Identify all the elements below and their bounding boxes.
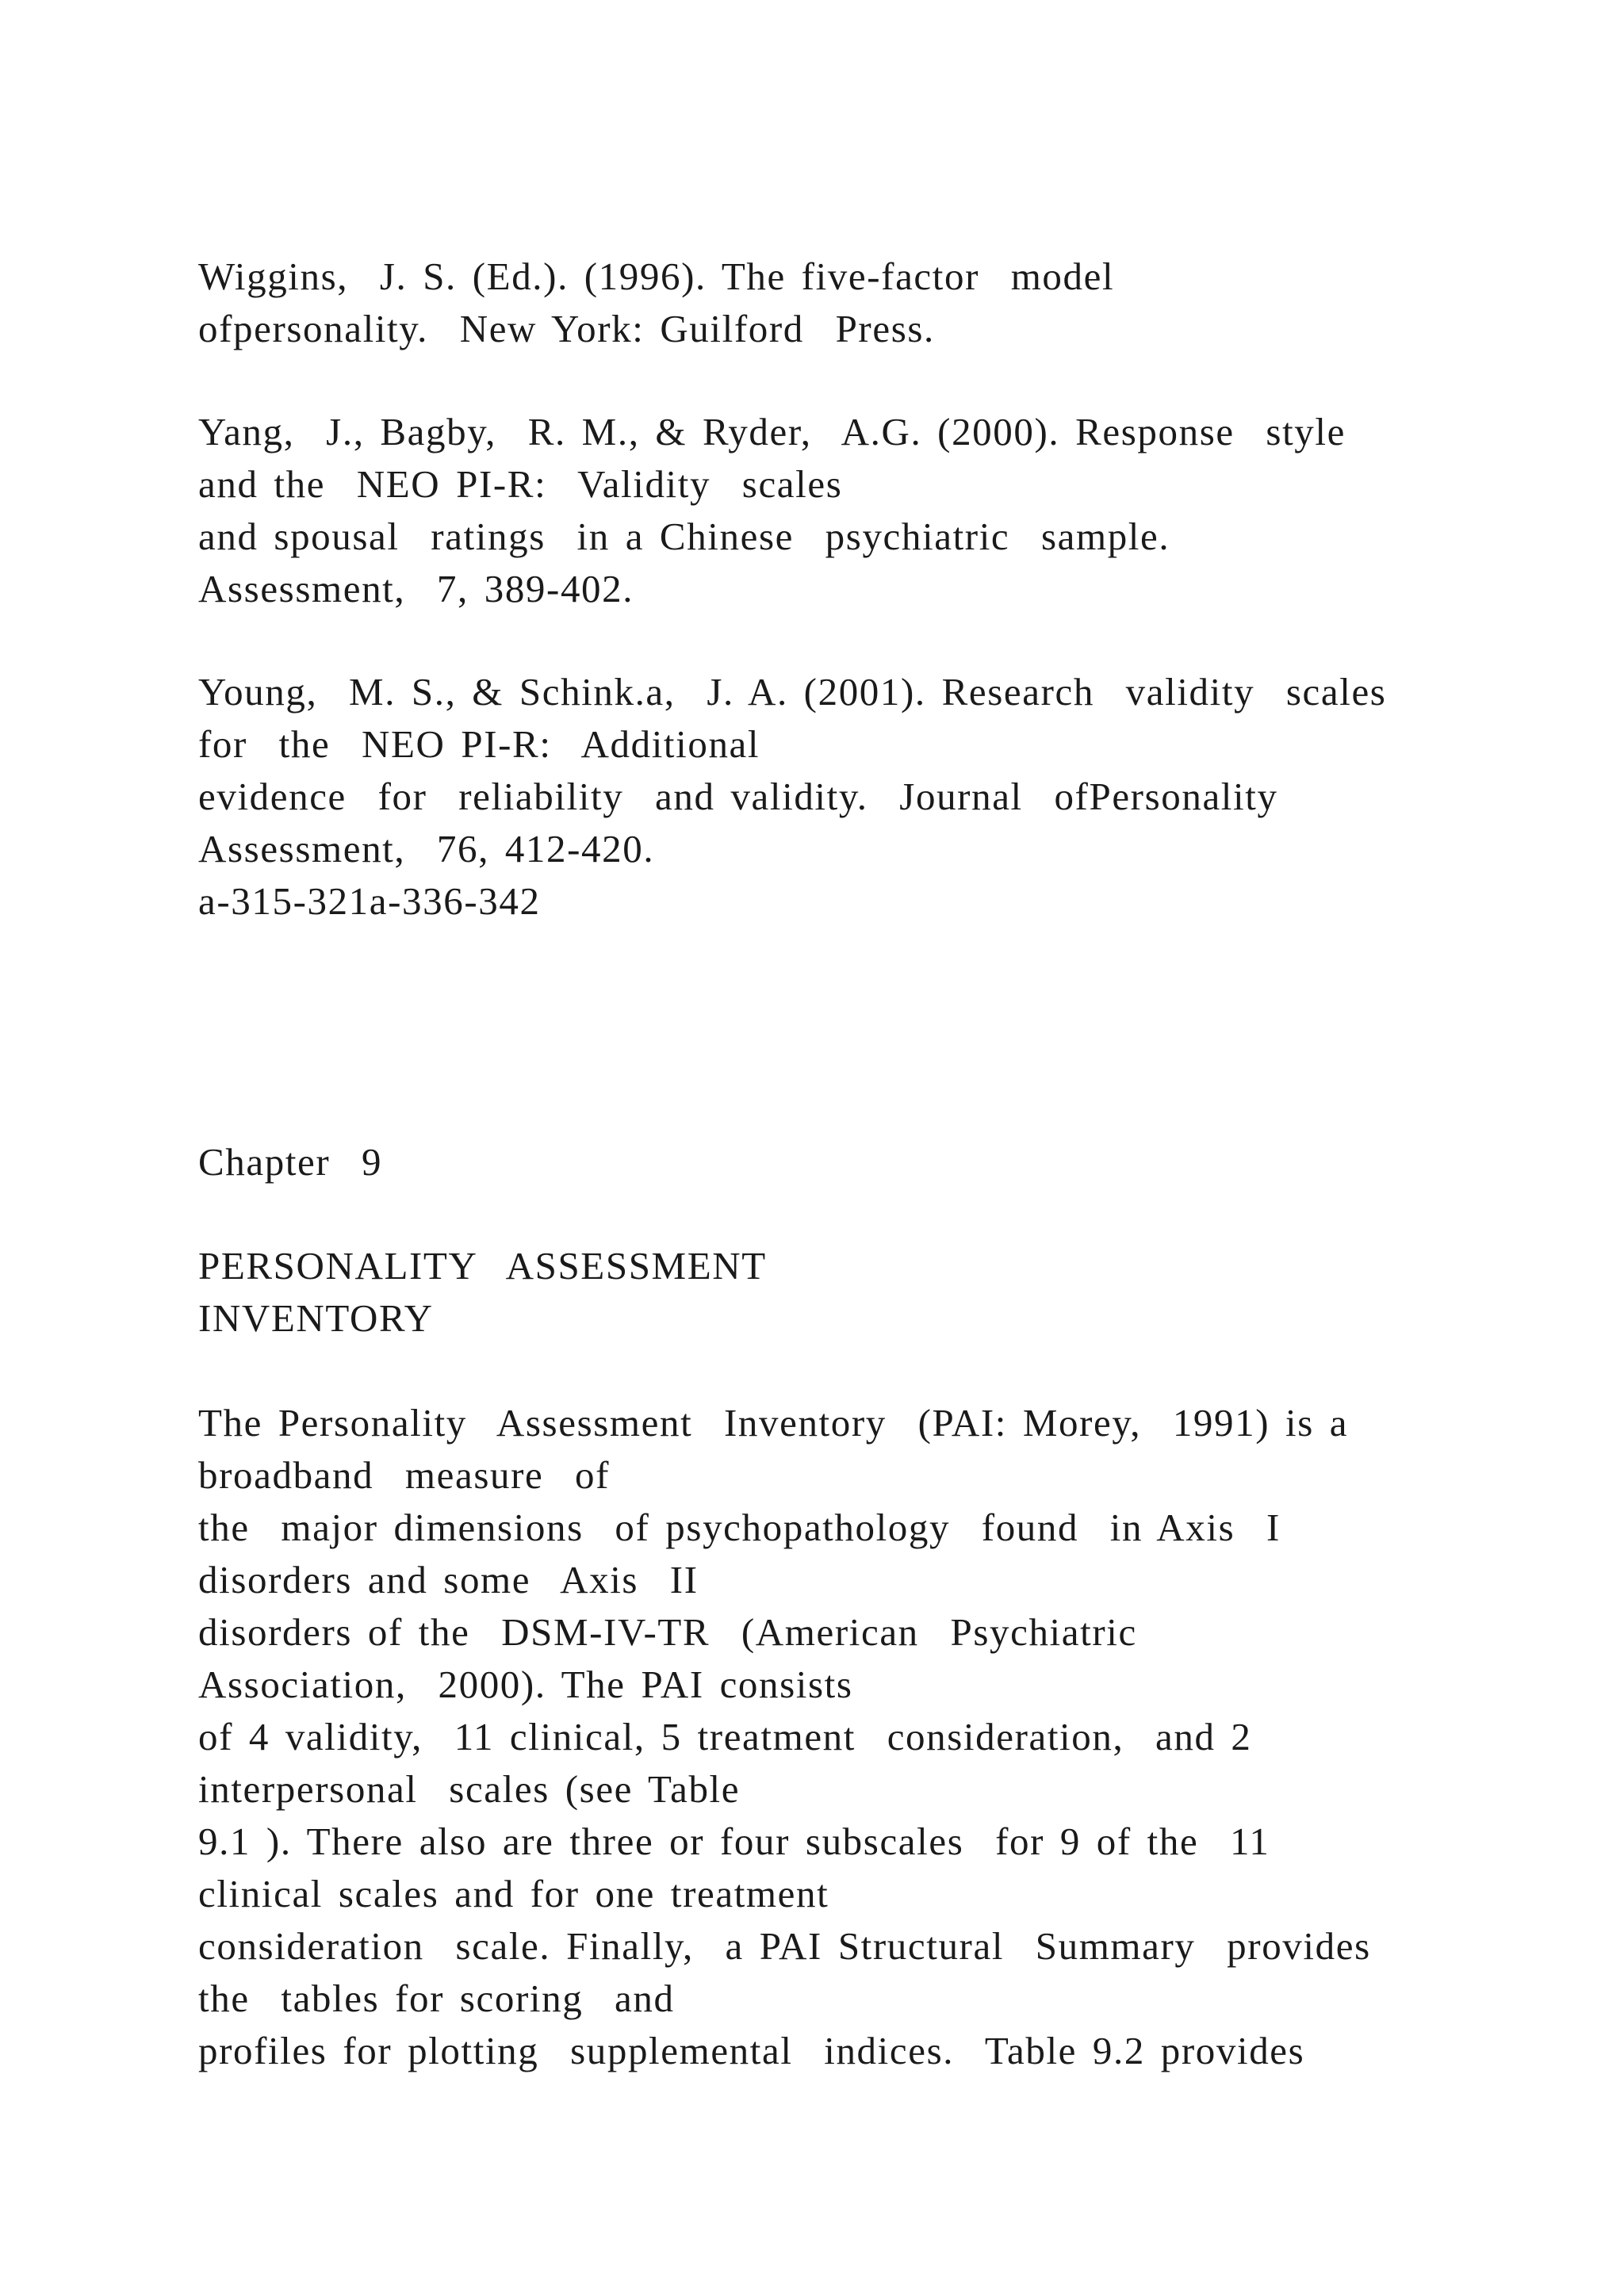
reference-yang-line-3: and spousal ratings in a Chinese psychiatric sample. — [198, 515, 1170, 558]
body-line-3: the major dimensions of psychopathology found in Axis I — [198, 1506, 1281, 1549]
body-line-2: broadband measure of — [198, 1453, 611, 1497]
reference-yang-line-1: Yang, J., Bagby, R. M., & Ryder, A.G. (2000). Response style — [198, 410, 1346, 453]
body-line-13: profiles for plotting supplemental indices. Table 9.2 provides — [198, 2029, 1305, 2072]
body-line-9: 9.1 ). There also are three or four subscales for 9 of the 11 — [198, 1820, 1270, 1863]
chapter-title-line-1: PERSONALITY ASSESSMENT — [198, 1244, 767, 1288]
reference-wiggins-line-1: Wiggins, J. S. (Ed.). (1996). The five-factor model — [198, 254, 1115, 298]
body-line-1: The Personality Assessment Inventory (PAI: Morey, 1991) is a — [198, 1401, 1349, 1445]
body-line-11: consideration scale. Finally, a PAI Structural Summary provides — [198, 1924, 1371, 1968]
chapter-label: Chapter 9 — [198, 1140, 383, 1184]
chapter-title-line-2: INVENTORY — [198, 1296, 434, 1340]
body-line-12: the tables for scoring and — [198, 1976, 675, 2020]
body-line-5: disorders of the DSM-IV-TR (American Psychiatric — [198, 1610, 1137, 1654]
body-line-6: Association, 2000). The PAI consists — [198, 1663, 853, 1706]
body-line-7: of 4 validity, 11 clinical, 5 treatment consideration, and 2 — [198, 1715, 1252, 1758]
reference-wiggins-line-2: ofpersonality. New York: Guilford Press. — [198, 307, 935, 350]
reference-young-line-4: Assessment, 76, 412-420. — [198, 827, 655, 871]
body-line-8: interpersonal scales (see Table — [198, 1767, 741, 1811]
reference-young-line-5: a-315-321a-336-342 — [198, 879, 541, 923]
reference-young-line-3: evidence for reliability and validity. Journal ofPersonality — [198, 775, 1278, 818]
body-line-4: disorders and some Axis II — [198, 1558, 699, 1601]
reference-yang-line-2: and the NEO PI-R: Validity scales — [198, 462, 843, 506]
body-line-10: clinical scales and for one treatment — [198, 1872, 829, 1915]
reference-young-line-1: Young, M. S., & Schink.a, J. A. (2001). Research validity scales — [198, 670, 1387, 714]
reference-young-line-2: for the NEO PI-R: Additional — [198, 722, 760, 766]
reference-yang-line-4: Assessment, 7, 389-402. — [198, 567, 634, 610]
